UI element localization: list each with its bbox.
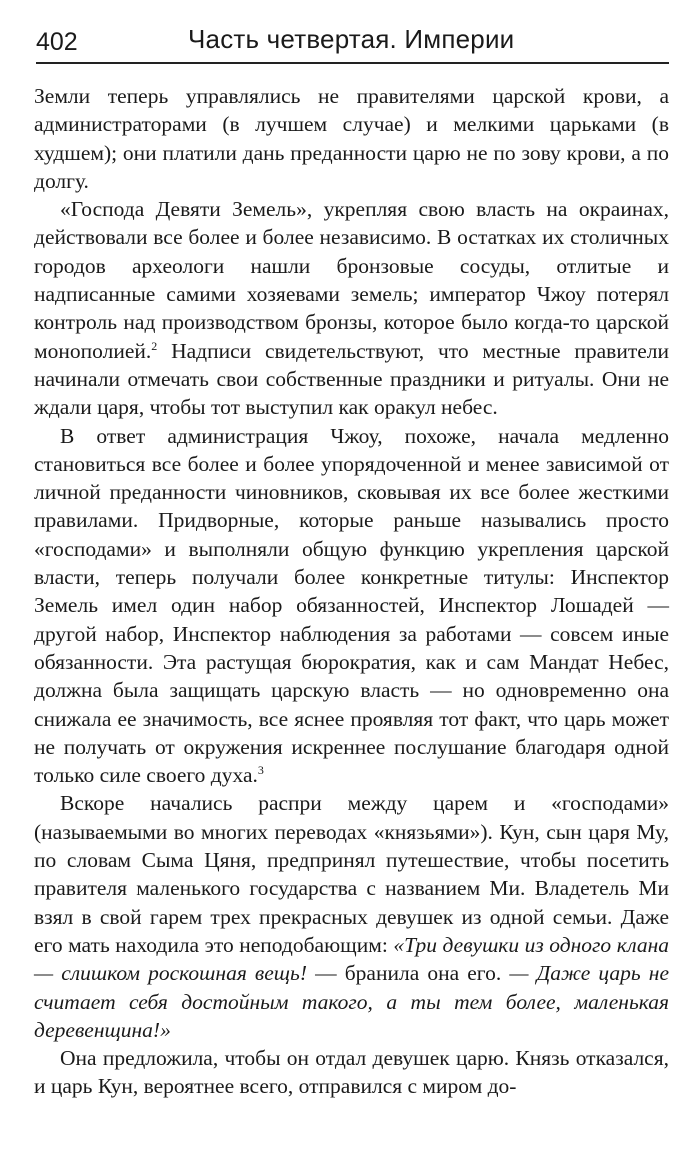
paragraph-5-text: Она предложила, чтобы он отдал девушек царю. Князь отказался, и царь Кун, вероятнее всего, отправился с миром до- [34,1046,669,1099]
page-number: 402 [36,28,78,56]
body-text [34,82,669,1101]
paragraph-1-text: Земли теперь управлялись не правителями царской крови, а администраторами (в лучшем случае) и мелкими царьками (в худшем); они платили дань преданности царю не по зову крови, а по долгу. [34,84,669,193]
paragraph-5 [34,1044,669,1101]
footnote-marker-2: 2 [151,338,158,353]
paragraph-2 [34,195,669,421]
paragraph-3-text: В ответ администрация Чжоу, похоже, начала медленно становиться все более и более упорядоченной и менее зависимой от личной преданности чиновников, сковывая их все более жесткими правилами. Придворные, которые раньше назывались просто «господами» и выполняли общую функцию укрепления царской власти, теперь получали более конкретные титулы: Инспектор Земель имел один набор обязанностей, Инспектор Лошадей — другой набор, Инспектор наблюдения за работами — совсем иные обязанности. Эта растущая бюрократия, как и сам Мандат Небес, должна была защищать царскую власть — но одновременно она снижала ее значимость, все яснее проявляя тот факт, что царь может не получать от окружения искреннее послушание благодаря одной только силе своего духа. [34,423,669,788]
paragraph-4 [34,789,669,1044]
running-title: Часть четвертая. Империи [188,24,515,54]
paragraph-2-text-a: «Господа Девяти Земель», укрепляя свою власть на окраинах, действовали все более и более независимо. В остатках их столичных городов археологи нашли бронзовые сосуды, отлитые и надписанные самими хозяевами земель; император Чжоу потерял контроль над производством бронзы, которое было когда-то царской монополией. [34,197,669,363]
paragraph-2-text-b: Надписи свидетельствуют, что местные правители начинали отмечать свои собственные праздники и ритуалы. Они не ждали царя, чтобы тот выступил как оракул небес. [34,338,669,420]
paragraph-4-text-b: — бранила она его. [306,961,510,986]
footnote-marker-3: 3 [257,762,264,777]
paragraph-4-quote-b: — Даже царь не считает себя достойным такого, а ты тем более, маленькая деревенщина!» [34,961,670,1042]
paragraph-4-quote-a: «Три девушки из одного клана — слишком роскошная вещь! [34,932,669,986]
page-header [36,14,669,64]
paragraph-3 [34,422,669,790]
paragraph-1 [34,82,669,195]
paragraph-4-text-a: Вскоре начались распри между царем и «господами» (называемыми во многих переводах «князьями»). Кун, сын царя Му, по словам Сыма Цяня, предпринял путешествие, чтобы посетить правителя маленького государства с названием Ми. Владетель Ми взял в свой гарем трех прекрасных девушек из одной семьи. Даже его мать находила это неподобающим: [34,791,669,957]
